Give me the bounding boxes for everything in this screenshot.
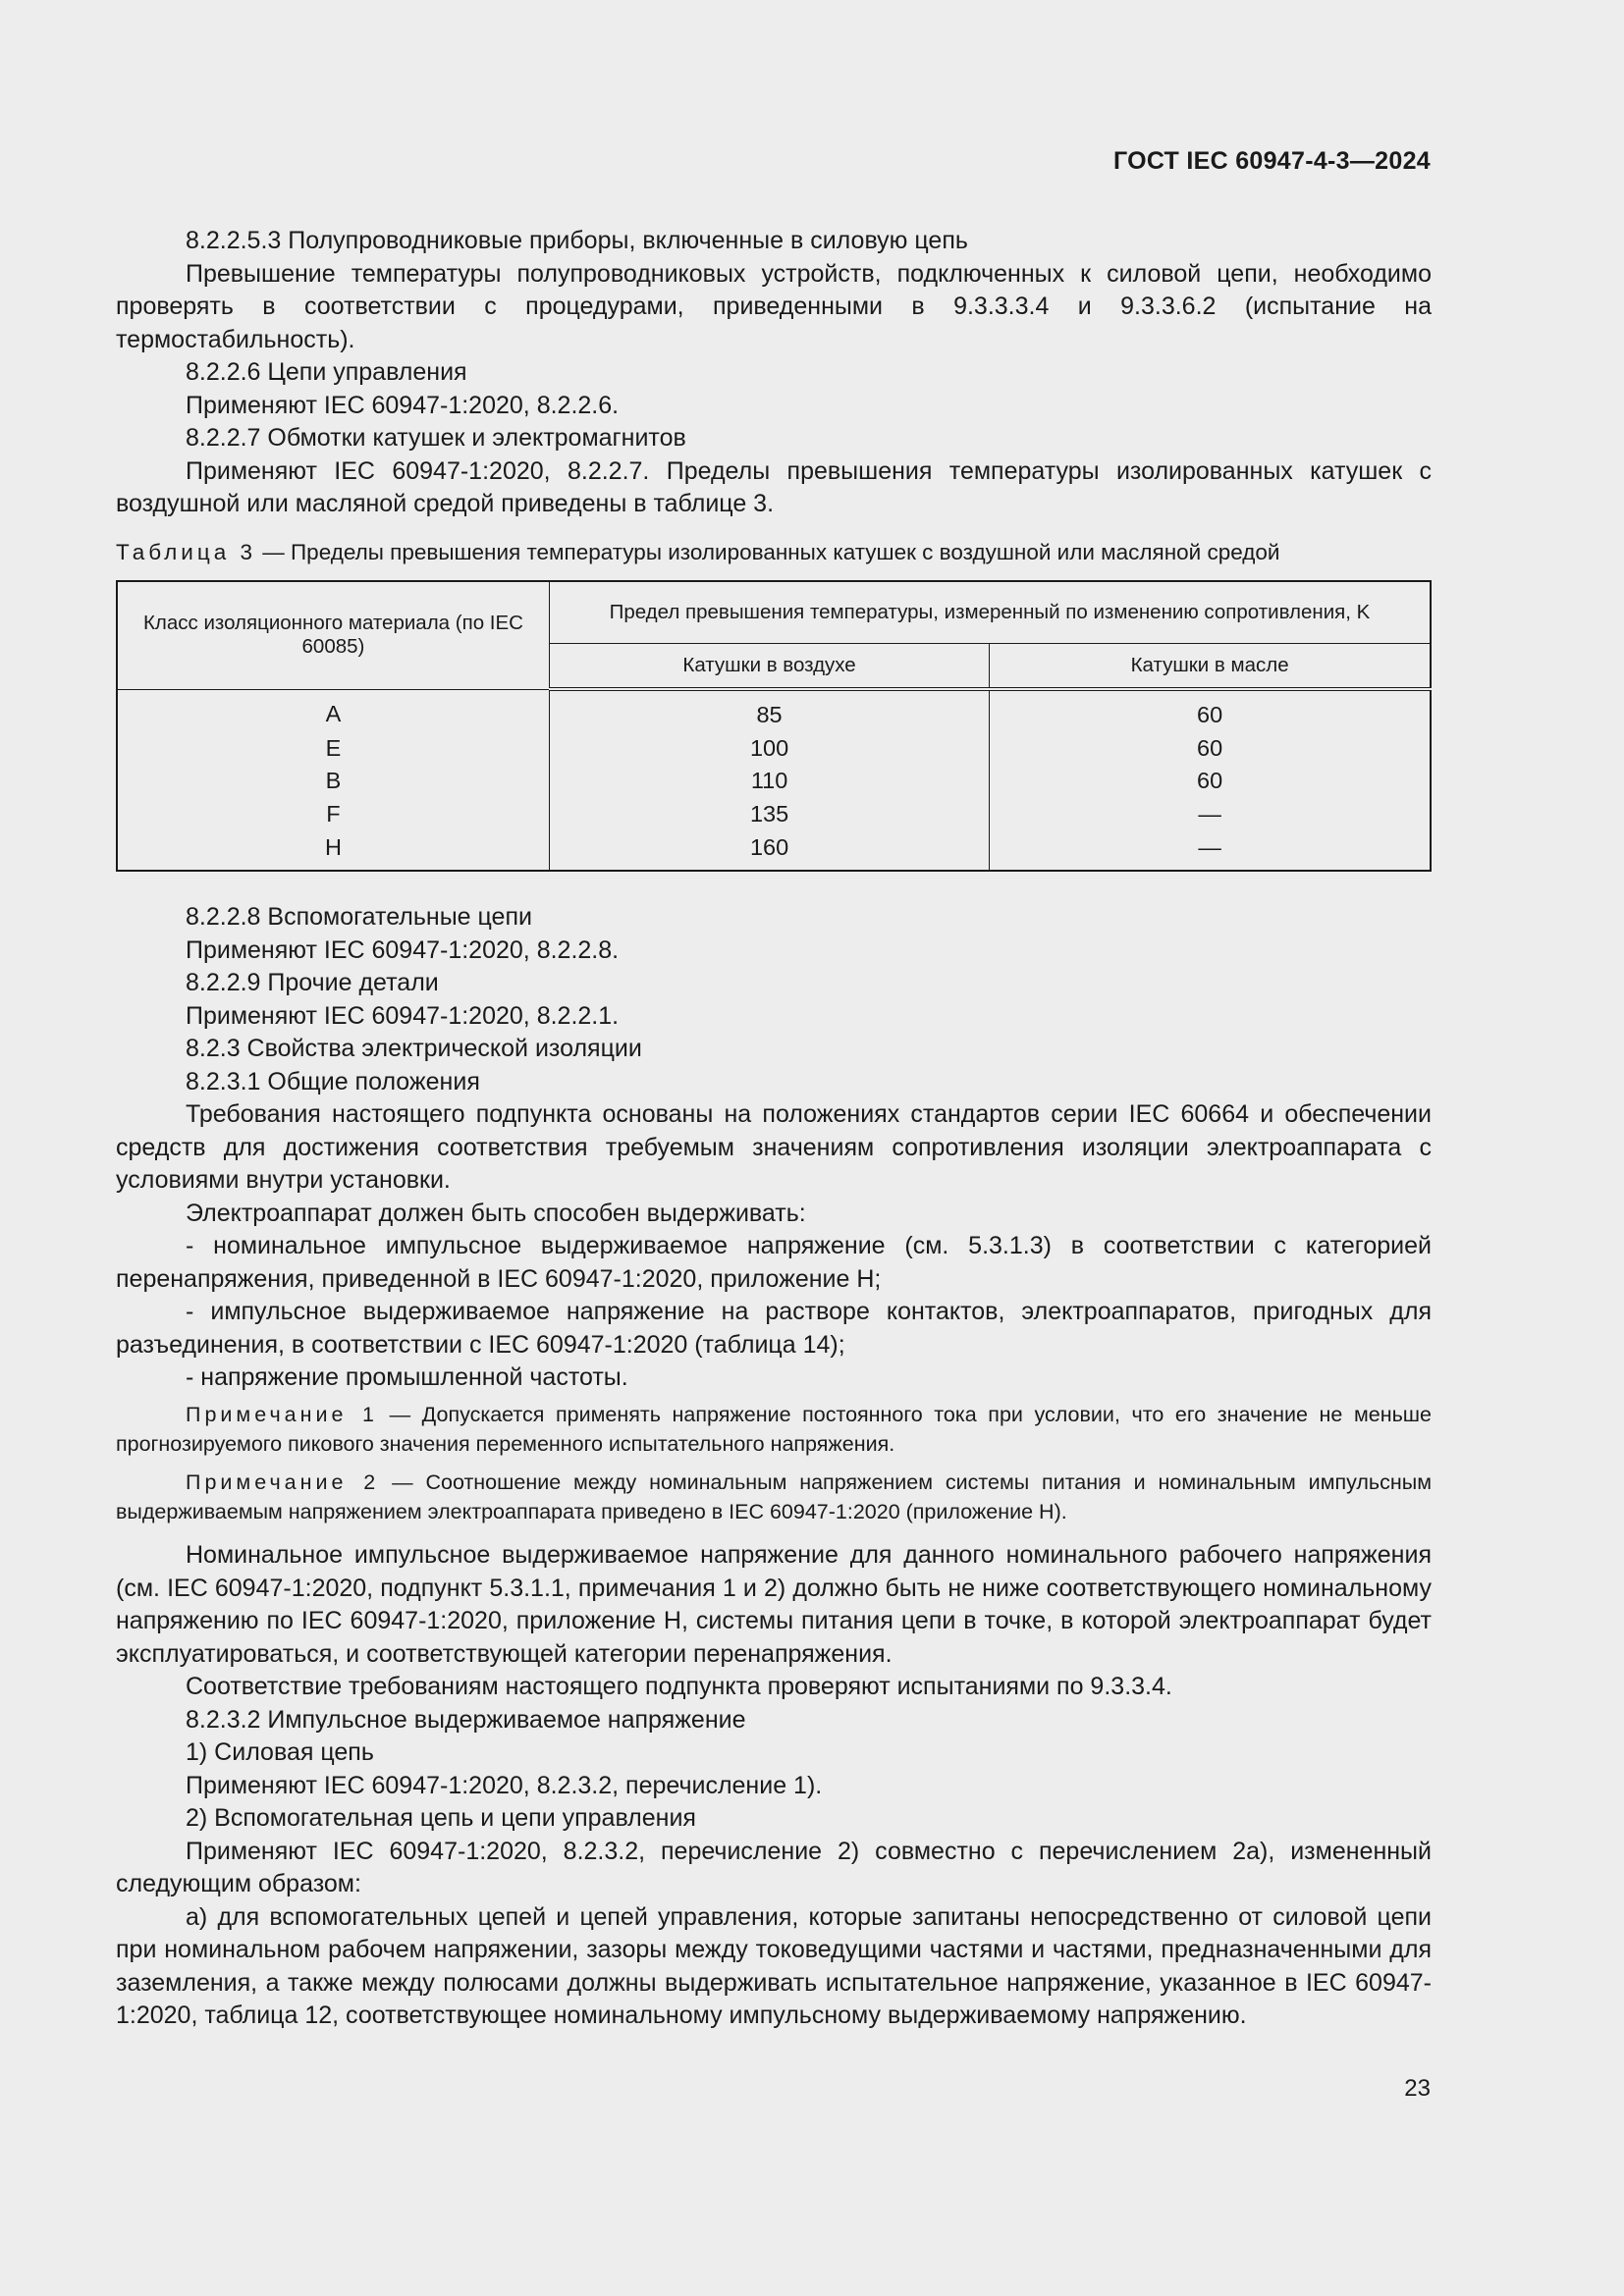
paragraph: Превышение температуры полупроводниковых устройств, подключенных к силовой цепи, необходимо проверять в соответствии с процедурами, приведенными в 9.3.3.3.4 и 9.3.3.6.2 (испытание на термостабильность). xyxy=(116,259,1432,353)
cell-class: F xyxy=(117,798,549,831)
clause-heading: 8.2.2.7 Обмотки катушек и электромагнитов xyxy=(186,424,686,452)
list-item: 1) Силовая цепь xyxy=(186,1738,374,1766)
paragraph: Применяют IEC 60947-1:2020, 8.2.3.2, перечисление 1). xyxy=(186,1771,823,1799)
list-item: - номинальное импульсное выдерживаемое напряжение (см. 5.3.1.3) в соответствии с категорией перенапряжения, приведенной в IEC 60947-1:2020, приложение H; xyxy=(116,1232,1432,1293)
note-1 xyxy=(116,1400,1432,1459)
clause-heading: 8.2.3.1 Общие положения xyxy=(186,1067,480,1095)
list-item: a) для вспомогательных цепей и цепей управления, которые запитаны непосредственно от силовой цепи при номинальном рабочем напряжении, зазоры между токоведущими частями и частями, предназначенными для заземления, а также между полюсами должны выдерживать испытательное напряжение, указанное в IEC 60947-1:2020, таблица 12, соответствующее номинальному импульсному выдерживаемому напряжению. xyxy=(116,1902,1432,2029)
section-8-2-2-5-3 xyxy=(116,225,1432,521)
paragraph: Электроаппарат должен быть способен выдерживать: xyxy=(186,1199,806,1227)
col-header-group-temperature-limit: Предел превышения температуры, измеренный по изменению сопротивления, K xyxy=(549,581,1431,644)
paragraph: Применяют IEC 60947-1:2020, 8.2.3.2, перечисление 2) совместно с перечислением 2a), измененный следующим образом: xyxy=(116,1837,1432,1897)
section-8-2-3-2 xyxy=(116,1539,1432,2033)
paragraph: Требования настоящего подпункта основаны на положениях стандартов серии IEC 60664 и обеспечении средств для достижения соответствия требуемым значениям сопротивления изоляции электроаппарата с условиями внутри установки. xyxy=(116,1100,1432,1194)
table-caption-label: Таблица 3 xyxy=(116,540,256,564)
paragraph: Применяют IEC 60947-1:2020, 8.2.2.6. xyxy=(186,391,620,419)
table-row xyxy=(117,831,1431,871)
paragraph: Номинальное импульсное выдерживаемое напряжение для данного номинального рабочего напряжения (см. IEC 60947-1:2020, подпункт 5.3.1.1, примечания 1 и 2) должно быть не ниже соответствующего номинальному напряжению по IEC 60947-1:2020, приложение H, системы питания цепи в точке, в которой электроаппарат будет эксплуатироваться, и соответствующей категории перенапряжения. xyxy=(116,1541,1432,1668)
page-number: 23 xyxy=(1404,2075,1431,2102)
document-code-header: ГОСТ IEC 60947-4-3—2024 xyxy=(1112,147,1431,175)
note-2 xyxy=(116,1468,1432,1526)
table-row xyxy=(117,732,1431,766)
paragraph: Соответствие требованиям настоящего подпункта проверяют испытаниями по 9.3.3.4. xyxy=(186,1673,1172,1700)
clause-heading: 8.2.2.8 Вспомогательные цепи xyxy=(186,903,532,931)
table-3-caption xyxy=(116,538,1432,567)
paragraph: Применяют IEC 60947-1:2020, 8.2.2.7. Пределы превышения температуры изолированных катушек с воздушной или масляной средой приведены в таблице 3. xyxy=(116,456,1432,517)
table-3 xyxy=(116,580,1432,872)
cell-oil: — xyxy=(990,798,1431,831)
clause-heading: 8.2.2.9 Прочие детали xyxy=(186,969,439,996)
list-item: 2) Вспомогательная цепь и цепи управления xyxy=(186,1804,696,1832)
list-item: - напряжение промышленной частоты. xyxy=(186,1363,628,1391)
paragraph: Применяют IEC 60947-1:2020, 8.2.2.1. xyxy=(186,1001,620,1030)
note-text: — Допускается применять напряжение постоянного тока при условии, что его значение не меньше прогнозируемого пикового значения переменного испытательного напряжения. xyxy=(116,1403,1432,1456)
table-row xyxy=(117,765,1431,798)
cell-class: E xyxy=(117,732,549,766)
clause-heading: 8.2.3 Свойства электрической изоляции xyxy=(186,1035,642,1062)
cell-air: 160 xyxy=(549,831,989,871)
note-text: — Соотношение между номинальным напряжением системы питания и номинальным импульсным выдерживаемым напряжением электроаппарата приведено в IEC 60947-1:2020 (приложение H). xyxy=(116,1470,1432,1523)
cell-air: 100 xyxy=(549,732,989,766)
cell-class: B xyxy=(117,765,549,798)
cell-class: H xyxy=(117,831,549,871)
paragraph: Применяют IEC 60947-1:2020, 8.2.2.8. xyxy=(186,935,620,964)
table-row xyxy=(117,689,1431,732)
cell-oil: 60 xyxy=(990,765,1431,798)
notes xyxy=(116,1400,1432,1526)
cell-oil: 60 xyxy=(990,689,1431,732)
cell-air: 85 xyxy=(549,689,989,732)
cell-air: 110 xyxy=(549,765,989,798)
col-header-insulation-class: Класс изоляционного материала (по IEC 60085) xyxy=(117,581,549,689)
table-row xyxy=(117,798,1431,831)
cell-class: A xyxy=(117,689,549,732)
list-item: - импульсное выдерживаемое напряжение на растворе контактов, электроаппаратов, пригодных для разъединения, в соответствии с IEC 60947-1:2020 (таблица 14); xyxy=(116,1298,1432,1359)
clause-heading: 8.2.2.5.3 Полупроводниковые приборы, включенные в силовую цепь xyxy=(186,227,968,254)
note-label: Примечание 1 xyxy=(186,1403,378,1426)
col-header-coils-in-oil: Катушки в масле xyxy=(990,644,1431,690)
clause-heading: 8.2.3.2 Импульсное выдерживаемое напряжение xyxy=(186,1705,746,1734)
cell-oil: — xyxy=(990,831,1431,871)
table-caption-text: — Пределы превышения температуры изолированных катушек с воздушной или масляной средой xyxy=(256,540,1280,564)
cell-air: 135 xyxy=(549,798,989,831)
clause-heading: 8.2.2.6 Цепи управления xyxy=(186,358,467,386)
cell-oil: 60 xyxy=(990,732,1431,766)
col-header-coils-in-air: Катушки в воздухе xyxy=(549,644,989,690)
note-label: Примечание 2 xyxy=(186,1470,380,1494)
section-8-2-2-8-to-8-2-3-1 xyxy=(116,901,1432,1395)
